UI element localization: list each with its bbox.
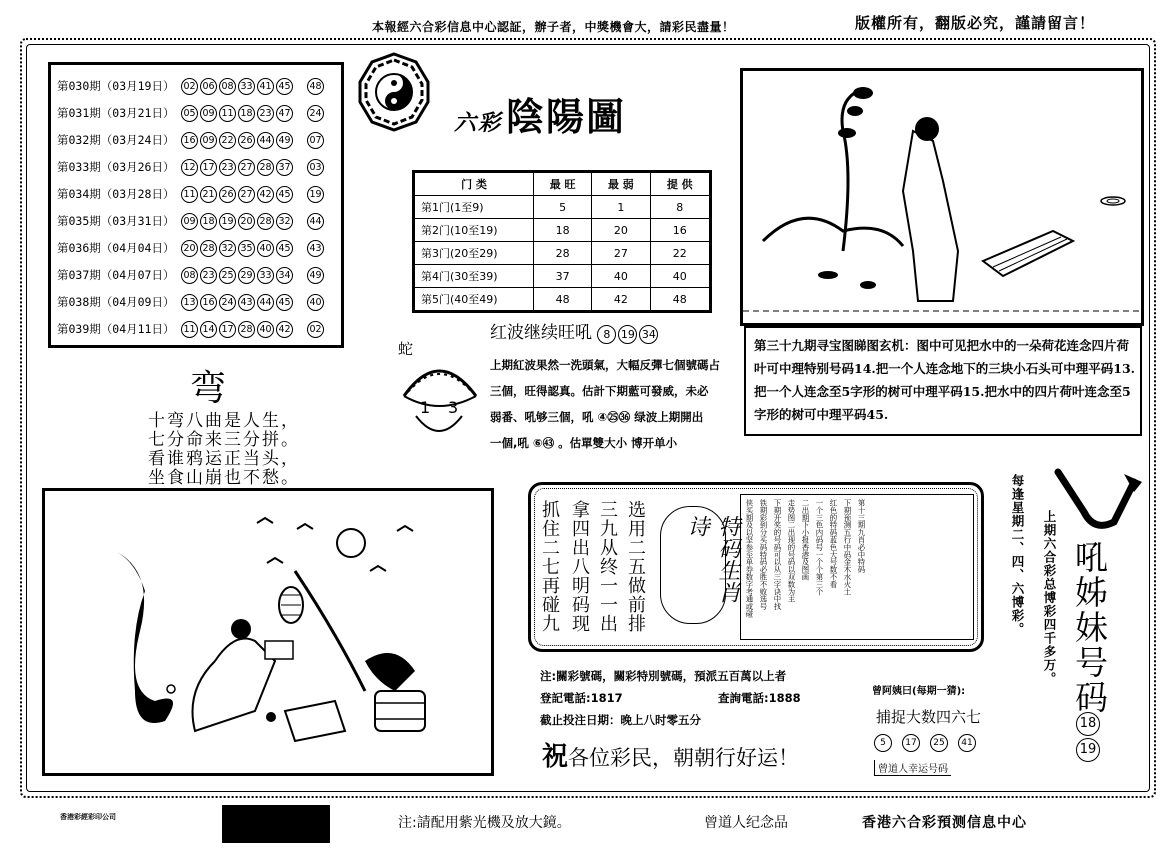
draw-ball: 05 (181, 105, 198, 122)
fineprint-col: 一个三色内码号一个个第三个 (815, 499, 824, 596)
table-row (414, 196, 711, 219)
table-cell: 48 (650, 288, 710, 312)
printer-credit: 香港彩經彩印公司 (60, 813, 116, 821)
draw-ball: 49 (276, 132, 293, 149)
sister-balls (1076, 712, 1102, 762)
draw-ball: 24 (219, 294, 236, 311)
draw-ball: 09 (200, 132, 217, 149)
table-cell: 18 (534, 219, 592, 242)
draw-ball: 19 (219, 213, 236, 230)
draw-ball: 42 (276, 321, 293, 338)
door-table (412, 170, 712, 313)
table-cell: 第1门(1至9) (414, 196, 534, 219)
table-cell: 27 (592, 242, 650, 265)
redwave-ball: 8 (597, 325, 616, 344)
special-ball: 48 (307, 78, 324, 95)
table-cell: 42 (592, 288, 650, 312)
table-cell: 第2门(10至19) (414, 219, 534, 242)
draw-ball: 28 (257, 159, 274, 176)
page-title (454, 86, 626, 141)
copyright-notice: 版權所有，翻版必究，謹請留言！ (855, 14, 1096, 32)
table-cell: 1 (592, 196, 650, 219)
draw-ball: 08 (181, 267, 198, 284)
fineprint-col: 下期预测五行中码金木水火土 (843, 499, 852, 596)
draw-ball: 23 (257, 105, 274, 122)
query-phone: 查詢電話:1888 (718, 691, 801, 705)
draw-ball: 42 (257, 186, 274, 203)
zodiac-poem-col: 三九从终一一出 (597, 500, 618, 633)
table-cell: 第5门(40至49) (414, 288, 534, 312)
fineprint-col: 铁期彩到分买码特码必胜不败选号 (759, 499, 768, 610)
redwave-ball: 34 (639, 325, 658, 344)
draw-ball: 44 (257, 294, 274, 311)
special-ball: 49 (307, 267, 324, 284)
zeng-line: 捕捉大数四六七 (876, 708, 982, 726)
draw-issue: 第035期（03月31日） (57, 214, 175, 228)
draw-ball: 13 (181, 294, 198, 311)
draw-ball: 20 (181, 240, 198, 257)
draw-row (57, 208, 326, 234)
table-cell: 8 (650, 196, 710, 219)
draw-ball: 41 (257, 78, 274, 95)
redwave-headline (490, 318, 660, 344)
draw-ball: 44 (257, 132, 274, 149)
draw-ball: 33 (257, 267, 274, 284)
draw-ball: 34 (276, 267, 293, 284)
table-cell: 16 (650, 219, 710, 242)
analysis-text (490, 352, 730, 456)
header-door: 门 类 (414, 172, 534, 196)
draw-row (57, 262, 326, 288)
table-cell: 5 (534, 196, 592, 219)
note-line: 注:關彩號碼，關彩特別號碼，預派五百萬以上者 (540, 669, 787, 683)
table-row (414, 242, 711, 265)
yin-yang-icon (354, 52, 434, 132)
draw-ball: 20 (238, 213, 255, 230)
scholar-picture (42, 488, 494, 776)
draw-ball: 27 (238, 159, 255, 176)
poem-title: 弯 (190, 368, 227, 409)
draw-ball: 09 (200, 105, 217, 122)
snake-label: 蛇 (398, 340, 414, 358)
draw-ball: 11 (219, 105, 236, 122)
zodiac-poem-col: 抓住二七再碰九 (539, 500, 560, 633)
fineprint-col: 侠买期及以坚参至单券数字考通或碰 (745, 499, 754, 618)
draw-ball: 40 (257, 321, 274, 338)
snake-number-2: 3 (448, 398, 459, 417)
deadline-note: 截止投注日期：晚上八时零五分 (540, 713, 701, 727)
draw-ball: 08 (219, 78, 236, 95)
turnover-note: 上期六合彩总博彩四千多万。 (1042, 510, 1057, 686)
riddle-text: 第三十九期寻宝图睇图玄机：图中可见把水中的一朵荷花连念四片荷叶可中理特别号码14.把一个人连念地下的三块小石头可中理平码13.把一个人连念至5字形的树可中理平码15.把水中的四片荷叶连念至5字形的树可中理平码45. (754, 338, 1135, 422)
zodiac-poem-col: 拿四出八明码现 (569, 500, 590, 633)
barcode-block (222, 805, 330, 843)
draw-ball: 16 (200, 294, 217, 311)
table-cell: 37 (534, 265, 592, 288)
draw-ball: 23 (219, 159, 236, 176)
draw-ball: 21 (200, 186, 217, 203)
redwave-text: 红波继续旺吼 (490, 323, 592, 343)
publisher-name: 香港六合彩預测信息中心 (862, 815, 1027, 831)
title-prefix: 六彩 (454, 110, 503, 136)
special-ball: 07 (307, 132, 324, 149)
draw-issue: 第031期（03月21日） (57, 106, 175, 120)
zeng-sign: 曾道人幸运号码 (874, 760, 951, 776)
draw-ball: 18 (238, 105, 255, 122)
draw-ball: 12 (181, 159, 198, 176)
draw-issue: 第036期（04月04日） (57, 241, 175, 255)
table-cell: 20 (592, 219, 650, 242)
draw-ball: 16 (181, 132, 198, 149)
top-notice: 本報經六合彩信息中心認証，辦子者，中獎機會大，請彩民盡量！ (372, 20, 735, 34)
draw-issue: 第039期（04月11日） (57, 322, 175, 336)
treasure-map-picture (740, 68, 1144, 326)
table-cell: 40 (592, 265, 650, 288)
poem-line: 坐食山崩也不愁。 (148, 468, 300, 488)
draw-ball: 17 (219, 321, 236, 338)
header-hot: 最 旺 (534, 172, 592, 196)
sister-ball: 19 (1076, 738, 1100, 762)
zeng-ball: 25 (930, 734, 948, 752)
draw-ball: 23 (200, 267, 217, 284)
sister-numbers-title: 吼姊妹号码 (1070, 540, 1109, 715)
zeng-ball: 5 (874, 734, 892, 752)
zeng-label: 曾阿姨曰(每期一猜): (872, 686, 966, 697)
draw-ball: 32 (276, 213, 293, 230)
draw-ball: 28 (200, 240, 217, 257)
draw-ball: 32 (219, 240, 236, 257)
analysis-line: 一個,吼 ⑥㊸ 。估單雙大小 博开单小 (490, 436, 678, 450)
zeng-balls (874, 734, 986, 752)
draw-ball: 37 (276, 159, 293, 176)
fineprint-col: 走势图二出现的号码以双数为主 (787, 499, 796, 603)
draw-ball: 35 (238, 240, 255, 257)
draw-ball: 45 (276, 240, 293, 257)
table-cell: 22 (650, 242, 710, 265)
table-row (414, 219, 711, 242)
lady-by-pond-illustration (743, 71, 1141, 323)
wish-rest: 各位彩民，朝朝行好运！ (568, 746, 800, 770)
draw-ball: 28 (238, 321, 255, 338)
draw-ball: 09 (181, 213, 198, 230)
analysis-line: 三個，旺得認真。估計下期藍可發威，未必 (490, 384, 709, 398)
fineprint-col: 第十三期九肖必中特码 (857, 499, 866, 573)
draw-ball: 02 (181, 78, 198, 95)
draw-row (57, 154, 326, 180)
table-cell: 40 (650, 265, 710, 288)
special-ball: 03 (307, 159, 324, 176)
zodiac-title-seal (660, 506, 740, 624)
schedule-note: 每逢星期二、四、六博彩。 (1010, 474, 1025, 636)
zodiac-poem-col: 选用二五做前排 (625, 500, 646, 633)
draw-ball: 14 (200, 321, 217, 338)
draw-ball: 25 (219, 267, 236, 284)
draw-ball: 26 (238, 132, 255, 149)
draw-row (57, 316, 326, 342)
draw-ball: 47 (276, 105, 293, 122)
draw-issue: 第033期（03月26日） (57, 160, 175, 174)
table-cell: 第3门(20至29) (414, 242, 534, 265)
zodiac-title: 特码生肖诗 (684, 515, 740, 603)
snake-number-1: 1 (420, 398, 431, 417)
fineprint-col: 二出期下小报香港及图画 (801, 499, 810, 581)
table-cell: 28 (534, 242, 592, 265)
fineprint-col: 下期开奖的号码可以从三字诀中找 (773, 499, 782, 610)
special-ball: 40 (307, 294, 324, 311)
table-cell: 48 (534, 288, 592, 312)
register-phone: 登記電話:1817 (540, 691, 623, 705)
redwave-ball: 19 (618, 325, 637, 344)
sister-ball: 18 (1076, 712, 1100, 736)
draw-issue: 第037期（04月07日） (57, 268, 175, 282)
draw-ball: 45 (276, 294, 293, 311)
draw-issue: 第034期（03月28日） (57, 187, 175, 201)
draw-row (57, 235, 326, 261)
draw-issue: 第030期（03月19日） (57, 79, 175, 93)
uv-note: 注:請配用紫光機及放大鏡。 (398, 815, 571, 831)
draw-ball: 33 (238, 78, 255, 95)
poem-line: 看谁鸦运正当头， (148, 449, 300, 469)
special-ball: 02 (307, 321, 324, 338)
draw-ball: 22 (219, 132, 236, 149)
header-offer: 提 供 (650, 172, 710, 196)
scholar-reading-illustration (45, 491, 491, 773)
table-cell: 第4门(30至39) (414, 265, 534, 288)
souvenir-label: 曾道人纪念品 (704, 815, 788, 831)
zeng-ball: 41 (958, 734, 976, 752)
draw-ball: 17 (200, 159, 217, 176)
draw-issue: 第032期（03月24日） (57, 133, 175, 147)
analysis-line: 弱番、吼够三個，吼 ④㉕㊱ 绿波上期開出 (490, 410, 704, 424)
saxophone-icon (1054, 462, 1144, 542)
draw-row (57, 100, 326, 126)
header-cold: 最 弱 (592, 172, 650, 196)
poem-line: 七分命来三分拼。 (148, 430, 300, 450)
poem-lines (148, 412, 300, 488)
analysis-line: 上期紅波果然一洗頭氣，大幅反彈七個號碼占 (490, 358, 720, 372)
draw-ball: 18 (200, 213, 217, 230)
special-ball: 24 (307, 105, 324, 122)
draw-row (57, 289, 326, 315)
special-ball: 44 (307, 213, 324, 230)
special-ball: 19 (307, 186, 324, 203)
poem-line: 十弯八曲是人生， (148, 411, 300, 431)
table-row (414, 265, 711, 288)
fineprint-col: 红色的特码蓝色大号数不看 (829, 499, 838, 588)
draw-ball: 27 (238, 186, 255, 203)
good-luck-wish (542, 736, 799, 773)
door-table-header (414, 172, 711, 196)
draw-ball: 28 (257, 213, 274, 230)
zeng-ball: 17 (902, 734, 920, 752)
draw-ball: 40 (257, 240, 274, 257)
wish-first-char: 祝 (542, 742, 569, 772)
zodiac-fineprint (740, 494, 974, 640)
draw-ball: 11 (181, 186, 198, 203)
draw-ball: 26 (219, 186, 236, 203)
draw-ball: 43 (238, 294, 255, 311)
title-main: 陰陽圖 (506, 94, 627, 139)
draw-ball: 45 (276, 78, 293, 95)
table-row (414, 288, 711, 312)
draw-row (57, 181, 326, 207)
draw-ball: 45 (276, 186, 293, 203)
draw-row (57, 127, 326, 153)
draw-row (57, 73, 326, 99)
draw-ball: 06 (200, 78, 217, 95)
draw-ball: 29 (238, 267, 255, 284)
draw-ball: 11 (181, 321, 198, 338)
draw-issue: 第038期（04月09日） (57, 295, 175, 309)
draw-results-box (48, 62, 344, 348)
special-ball: 43 (307, 240, 324, 257)
